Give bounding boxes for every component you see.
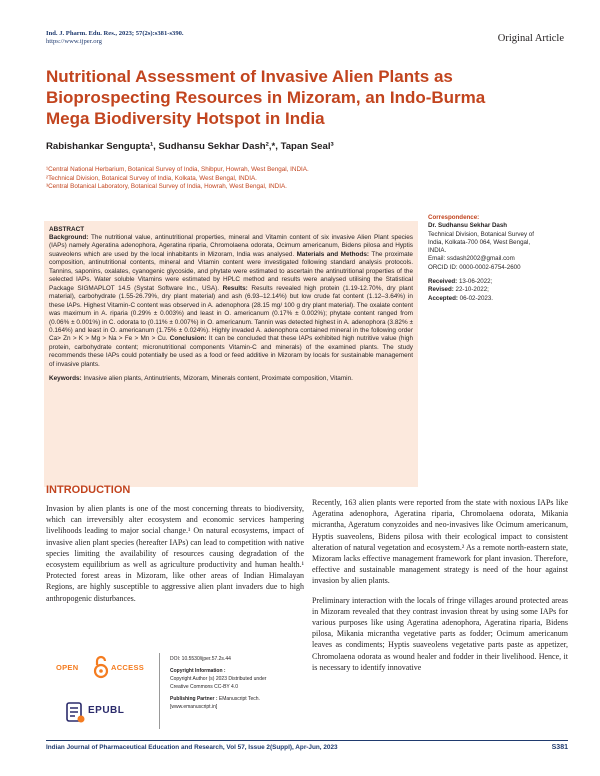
- received-label: Received:: [428, 278, 458, 286]
- results-text: Results revealed high protein (1.19-12.70%, dry plant material), carbohydrate (1.55-26.79%, dry plant material) and ash (6.93–12.14%) but low crude fat content (1.12–3.64%) in these IAPs. Highest Vitamin-C content was observed in A. adenophora (28.15 mg/ 100 g dry plant material). The oxalate content was maximum in A. riparia (0.29% ± 0.003%) and least in O. americanum (0.17% ± 0.002%); phytate content ranged from (0.06% ± 0.001%) in C. odorata to (0.11% ± 0.007%) in O. americanum. Tannin was detected highest in A. adenophora (3.82% ± 0.164%) and least in O. americanum (1.75% ± 0.024%). Highly invaded A. adenophora contained mineral in the following order Ca> Zn > K > Mg > Na > Fe > Mn > Cu.: [49, 284, 414, 343]
- keywords-text: Invasive alien plants, Antinutrients, Mizoram, Minerals content, Proximate composition, Vitamin.: [83, 375, 353, 383]
- footer-journal: Indian Journal of Pharmaceutical Education and Research, Vol 57, Issue 2(Suppl), Apr-Jun, 2023: [46, 744, 338, 751]
- journal-url[interactable]: https://www.ijper.org: [46, 38, 102, 46]
- conclusion-text: It can be concluded that these IAPs exhibited high nutritive value (high protein, carbohydrate content; micronutritional components Vitamin-C and minerals) of the examined plants. The study recommends these IAPs could potentially be used as a food or feed additive in Mizoram by locals for sustainable management of invasive plants.: [49, 335, 413, 368]
- publishing-partner-label: Publishing Partner :: [170, 696, 218, 702]
- introduction-heading: INTRODUCTION: [46, 484, 131, 496]
- page-number: S381: [551, 744, 568, 751]
- background-label: Background:: [49, 234, 89, 241]
- background-text: The nutritional value, antinutritional properties, mineral and Vitamin content of six invasive Alien Plant species (IAPs) namely Ageratina adenophora, Ageratina riparia, Chromolaena odorata, Ocimum americanum, Bidens pilosa and Hyptis suaveolens which are used by the local inhabitants in Mizoram, India was analysed.: [49, 234, 413, 258]
- copyright-line-2: Creative Commons CC-BY 4.0: [170, 684, 238, 690]
- publication-meta: [170, 655, 304, 711]
- open-access-logo: [56, 655, 146, 679]
- open-label: OPEN: [56, 663, 79, 672]
- correspondence-orcid[interactable]: ORCID ID: 0000-0002-6754-2600: [428, 263, 521, 271]
- copyright-heading: Copyright Information :: [170, 668, 226, 674]
- revised-label: Revised:: [428, 286, 454, 294]
- conclusion-label: Conclusion:: [169, 335, 207, 343]
- correspondence-address-2: India, Kolkata-700 064, West Bengal,: [428, 238, 531, 246]
- methods-text: The proximate composition, antinutritional contents, mineral and Vitamin content were investigated following standard analysis protocols. Tannins, saponins, oxalates, cyanogenic glycoside, and phytate were estimated to ascertain the antinutritional properties of the selected IAPs. Water soluble Vitamins were estimated by HPLC method and results were analysed utilising the Statistical Package SIGMAPLOT 14.5 (Systat Software Inc., USA).: [49, 250, 413, 292]
- correspondence-address-3: INDIA.: [428, 247, 447, 255]
- page-footer: [46, 744, 568, 751]
- intro-paragraph: Recently, 163 alien plants were reported from the state with noxious IAPs like Ageratina adenophora, Ageratina riparia, Chromolaena odorata, Mikania micrantha, Ageratum conyzoides and neo-invasives like Ocimum americanum, Hyptis suaveolens, Bidens pilosa with their ecological impact to consistent alteration of natural vegetation and ecosystem.² As a remote north-eastern state, Mizoram lacks effective management framework for plant invasion. Therefore, effective and sustainable management strategy is need of the hour against invasion by alien plants.: [312, 498, 568, 586]
- article-type: Original Article: [497, 33, 564, 44]
- correspondence-address-1: Technical Division, Botanical Survey of: [428, 230, 534, 238]
- accepted-date: [428, 295, 568, 303]
- accepted-label: Accepted:: [428, 294, 458, 302]
- journal-header: [46, 30, 184, 47]
- revised-value: 22-10-2022;: [455, 286, 489, 294]
- abstract-box: [44, 221, 418, 487]
- doi[interactable]: DOI: 10.5530/ijper.57.2s.44: [170, 656, 231, 662]
- affiliation-2: ²Technical Division, Botanical Survey of India, Kolkata, West Bengal, INDIA.: [46, 174, 257, 182]
- intro-paragraph: Preliminary interaction with the locals of fringe villages around protected areas in Mizoram revealed that they contrast invasion threat by using some IAPs for various purposes like using Ageratina adenophora, Ageratina riparia, Bidens pilosa, Mikania micrantha vegetative parts as fodder; Ocimum americanum leaves as condiments; Hyptis suaveolens vegetative parts paste as appetizer, Chromolaena odorata as wound healer and fodder in their livelihood. Hence, it is necessary to identify innovative: [312, 595, 568, 672]
- footer-rule: [46, 740, 568, 741]
- publishing-partner: [170, 695, 304, 711]
- affiliations: [46, 166, 309, 192]
- methods-label: Materials and Methods:: [296, 250, 370, 258]
- intro-paragraph: Invasion by alien plants is one of the most concerning threats to biodiversity, which can irreversibly alter ecosystem and economic services hampering livelihoods leading to major social change.¹ On natural ecosystems, impact of invasive alien plant species (hereafter IAPs) can lead to competition with native species limiting the availability of resources causing degradation of the ecosystem equilibrium as well as agriculture productivity and human health.¹ Protected forest areas in Mizoram, like other areas of Indian Himalayan Regions, are highly susceptible to aggressive alien plant invaders due to high anthropogenic disturbances.: [46, 504, 304, 603]
- correspondence-heading: Correspondence:: [428, 214, 480, 221]
- abstract-heading: ABSTRACT: [49, 226, 85, 233]
- correspondence-name: Dr. Sudhansu Sekhar Dash: [428, 222, 508, 230]
- keywords: [49, 375, 413, 383]
- intro-right-column: [312, 497, 568, 673]
- publication-info-box: [46, 645, 304, 733]
- paper-title: Nutritional Assessment of Invasive Alien Plants as Bioprospecting Resources in Mizoram, an Indo-Burma Mega Biodiversity Hotspot in India: [46, 67, 486, 128]
- access-label: ACCESS: [111, 663, 145, 672]
- publishing-partner-value: EManuscript Tech. [www.emanuscript.in]: [170, 696, 260, 710]
- copyright-line-1: Copyright Author (s) 2023 Distributed under: [170, 676, 267, 682]
- received-date: [428, 278, 568, 286]
- keywords-label: Keywords:: [49, 375, 82, 383]
- publisher-logo: [66, 699, 146, 729]
- author-list: Rabishankar Sengupta¹, Sudhansu Sekhar Dash²,*, Tapan Seal³: [46, 141, 334, 152]
- revised-date: [428, 286, 568, 294]
- open-lock-icon: [92, 655, 110, 679]
- publisher-logo-text: EPUBL: [88, 705, 125, 716]
- correspondence-sidebar: [428, 214, 568, 303]
- accepted-value: 06-02-2023.: [459, 294, 494, 302]
- results-label: Results:: [222, 284, 248, 292]
- intro-left-column: [46, 503, 304, 604]
- publisher-emblem-icon: [66, 701, 86, 725]
- affiliation-1: ¹Central National Herbarium, Botanical Survey of India, Shibpur, Howrah, West Bengal, INDIA.: [46, 166, 309, 173]
- correspondence-email[interactable]: Email: ssdash2002@gmail.com: [428, 255, 515, 263]
- affiliation-3: ³Central Botanical Laboratory, Botanical Survey of India, Howrah, West Bengal, INDIA.: [46, 183, 287, 191]
- journal-citation: Ind. J. Pharm. Edu. Res., 2023; 57(2s):s381-s390.: [46, 30, 184, 37]
- abstract-body: [49, 234, 413, 369]
- info-divider: [159, 653, 160, 729]
- received-value: 13-06-2022;: [458, 278, 493, 286]
